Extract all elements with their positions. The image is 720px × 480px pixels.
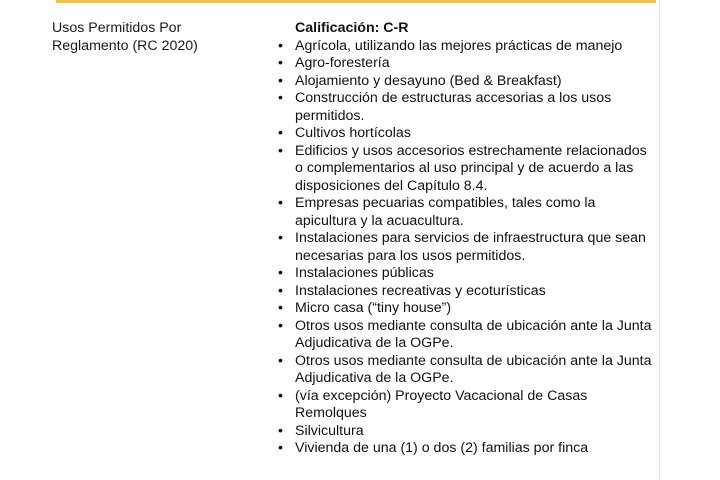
list-item: • Instalaciones públicas — [295, 265, 657, 283]
permitted-uses-content — [295, 20, 657, 458]
list-item: • (vía excepción) Proyecto Vacacional de Casas Remolques — [295, 388, 657, 423]
list-item: • Agrícola, utilizando las mejores prácticas de manejo — [295, 38, 657, 56]
list-item: • Construcción de estructuras accesorias a los usos permitidos. — [295, 90, 657, 125]
list-item: • Micro casa (“tiny house”) — [295, 300, 657, 318]
classification-title: Calificación: C-R — [295, 20, 409, 36]
list-item: • Instalaciones recreativas y ecoturísticas — [295, 283, 657, 301]
list-item: • Otros usos mediante consulta de ubicación ante la Junta Adjudicativa de la OGPe. — [295, 318, 657, 353]
table-right-border — [659, 0, 660, 480]
permitted-uses-label — [52, 20, 252, 55]
list-item: • Agro-forestería — [295, 55, 657, 73]
list-item: • Silvicultura — [295, 423, 657, 441]
permitted-uses-label-line-1: Usos Permitidos Por — [52, 20, 182, 36]
list-item: • Instalaciones para servicios de infraestructura que sean necesarias para los usos permitidos. — [295, 230, 657, 265]
uses-list — [295, 38, 657, 458]
permitted-uses-label-line-2: Reglamento (RC 2020) — [52, 37, 198, 54]
list-item: • Vivienda de una (1) o dos (2) familias por finca — [295, 440, 657, 458]
list-item: • Edificios y usos accesorios estrechamente relacionados o complementarios al uso principal y de acuerdo a las disposiciones del Capítulo 8.4. — [295, 143, 657, 196]
list-item: • Alojamiento y desayuno (Bed & Breakfast) — [295, 73, 657, 91]
list-item: • Empresas pecuarias compatibles, tales como la apicultura y la acuacultura. — [295, 195, 657, 230]
list-item: • Otros usos mediante consulta de ubicación ante la Junta Adjudicativa de la OGPe. — [295, 353, 657, 388]
top-accent-rule — [56, 0, 656, 3]
list-item: • Cultivos hortícolas — [295, 125, 657, 143]
